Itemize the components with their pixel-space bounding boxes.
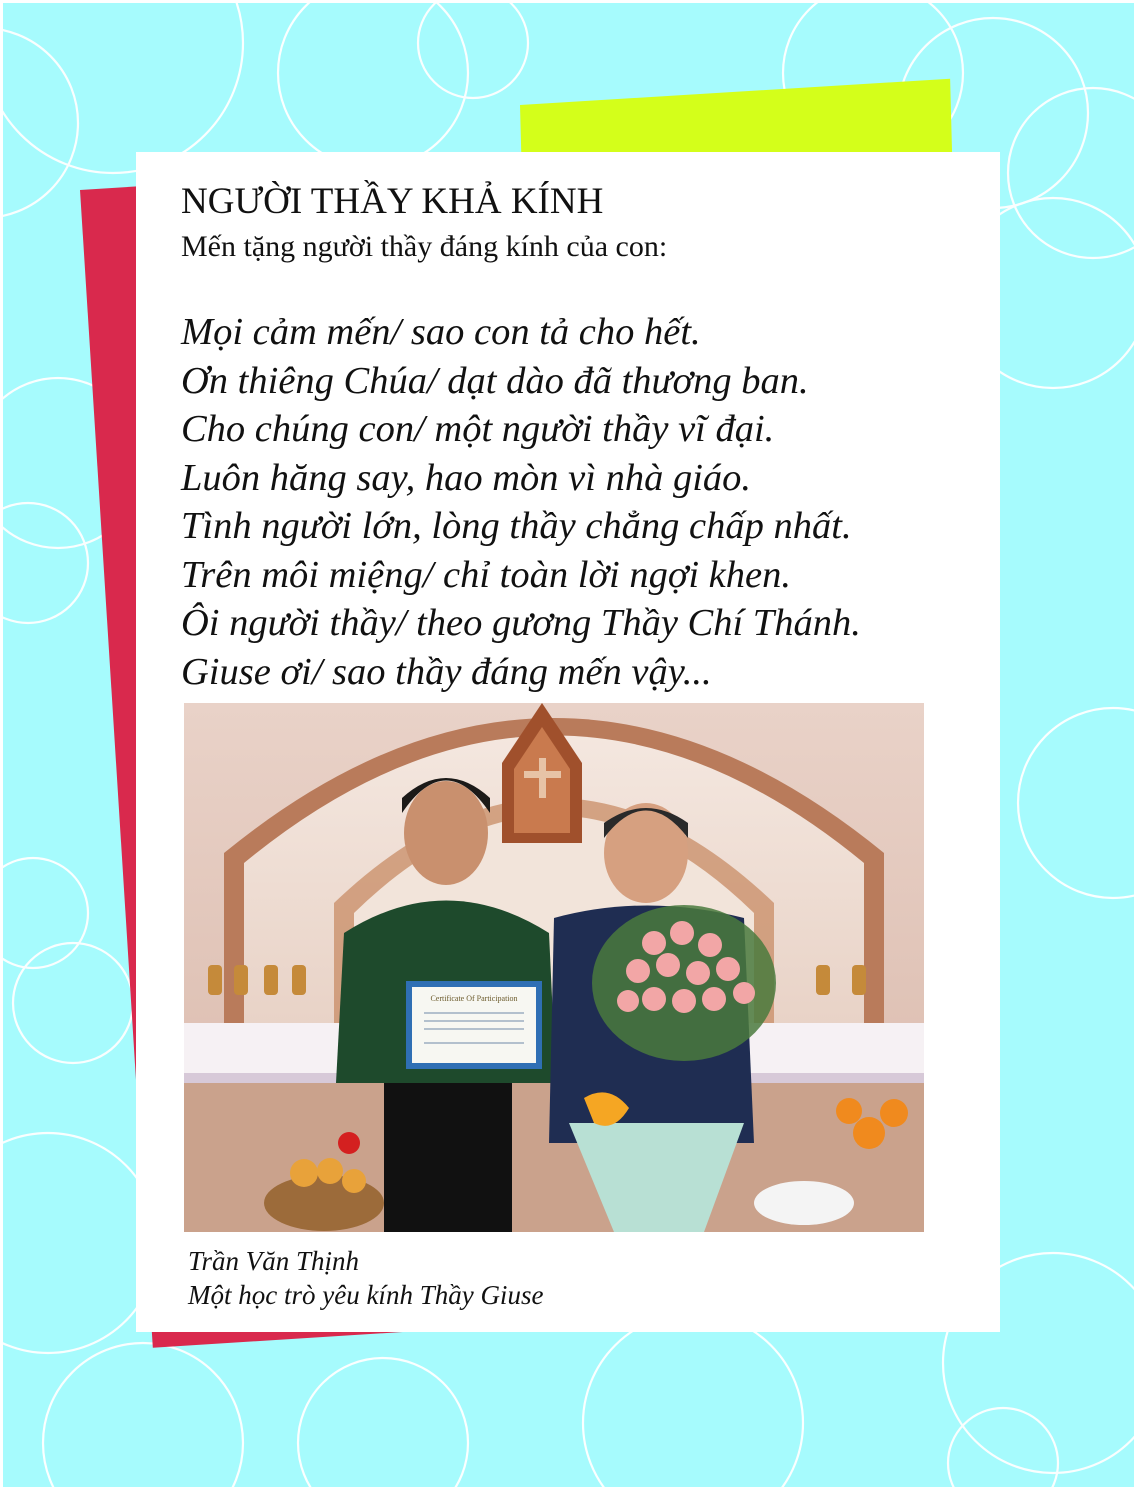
poem-card bbox=[136, 152, 1000, 1332]
author-note: Một học trò yêu kính Thầy Giuse bbox=[188, 1280, 544, 1310]
certificate-text: Certificate Of Participation bbox=[430, 994, 518, 1003]
verse-line: Mọi cảm mến/ sao con tả cho hết. bbox=[181, 311, 701, 353]
verse-line: Tình người lớn, lòng thầy chẳng chấp nhất. bbox=[181, 505, 852, 547]
author-name: Trần Văn Thịnh bbox=[188, 1246, 360, 1276]
verse-line: Ơn thiêng Chúa/ dạt dào đã thương ban. bbox=[181, 359, 809, 402]
verse-line: Trên môi miệng/ chỉ toàn lời ngợi khen. bbox=[181, 553, 791, 596]
verse-line: Cho chúng con/ một người thầy vĩ đại. bbox=[181, 408, 775, 450]
author-signature bbox=[188, 1244, 543, 1312]
teacher-student-photo bbox=[184, 703, 924, 1232]
poem-title: NGƯỜI THẦY KHẢ KÍNH bbox=[181, 181, 604, 222]
verse-line: Ôi người thầy/ theo gương Thầy Chí Thánh. bbox=[181, 602, 861, 644]
verse-line: Luôn hăng say, hao mòn vì nhà giáo. bbox=[181, 456, 752, 499]
verse-line: Giuse ơi/ sao thầy đáng mến vậy... bbox=[181, 650, 712, 693]
poem-verses bbox=[181, 308, 861, 696]
poem-dedication: Mến tặng người thầy đáng kính của con: bbox=[181, 230, 668, 263]
